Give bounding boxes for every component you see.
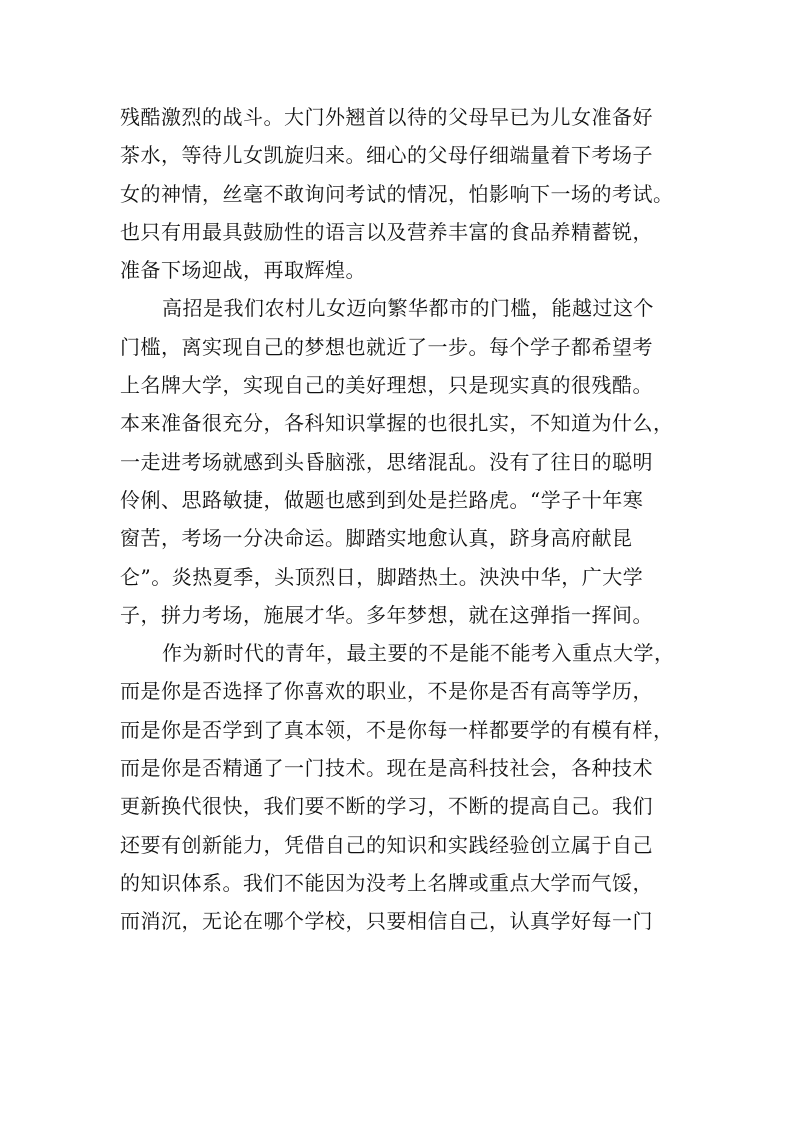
text-line: 茶水，等待儿女凯旋归来。细心的父母仔细端量着下考场子 (120, 143, 653, 168)
text-line: 一走进考场就感到头昏脑涨，思绪混乱。没有了往日的聪明 (120, 449, 653, 474)
body-text (120, 98, 680, 941)
text-line: 仑”。炎热夏季，头顶烈日，脚踏热土。泱泱中华，广大学 (120, 564, 644, 589)
text-line: 更新换代很快，我们要不断的学习，不断的提高自己。我们 (120, 794, 653, 819)
text-line: 的知识体系。我们不能因为没考上名牌或重点大学而气馁， (120, 870, 653, 895)
text-line: 而是你是否学到了真本领，不是你每一样都要学的有模有样， (120, 717, 674, 742)
text-line: 也只有用最具鼓励性的语言以及营养丰富的食品养精蓄锐， (120, 219, 653, 244)
paragraph-start-line: 作为新时代的青年，最主要的不是能不能考入重点大学， (162, 641, 675, 666)
text-line: 女的神情，丝毫不敢询问考试的情况，怕影响下一场的考试。 (120, 181, 674, 206)
text-line: 准备下场迎战，再取辉煌。 (120, 258, 366, 283)
text-line: 窗苦，考场一分决命运。脚踏实地愈认真，跻身高府献昆 (120, 526, 633, 551)
text-line: 上名牌大学，实现自己的美好理想，只是现实真的很残酷。 (120, 373, 653, 398)
text-line: 而是你是否选择了你喜欢的职业，不是你是否有高等学历， (120, 679, 653, 704)
text-line: 门槛，离实现自己的梦想也就近了一步。每个学子都希望考 (120, 334, 653, 359)
text-line: 子，拼力考场，施展才华。多年梦想，就在这弹指一挥间。 (120, 602, 653, 627)
paragraph-start-line: 高招是我们农村儿女迈向繁华都市的门槛，能越过这个 (162, 296, 654, 321)
text-line: 伶俐、思路敏捷，做题也感到到处是拦路虎。“学子十年寒 (120, 487, 644, 512)
text-line: 残酷激烈的战斗。大门外翘首以待的父母早已为儿女准备好 (120, 105, 653, 129)
text-line: 还要有创新能力，凭借自己的知识和实践经验创立属于自己 (120, 832, 653, 857)
text-line: 本来准备很充分，各科知识掌握的也很扎实，不知道为什么， (120, 411, 674, 436)
text-line: 而是你是否精通了一门技术。现在是高科技社会，各种技术 (120, 756, 653, 781)
text-line: 而消沉，无论在哪个学校，只要相信自己，认真学好每一门 (120, 909, 653, 934)
